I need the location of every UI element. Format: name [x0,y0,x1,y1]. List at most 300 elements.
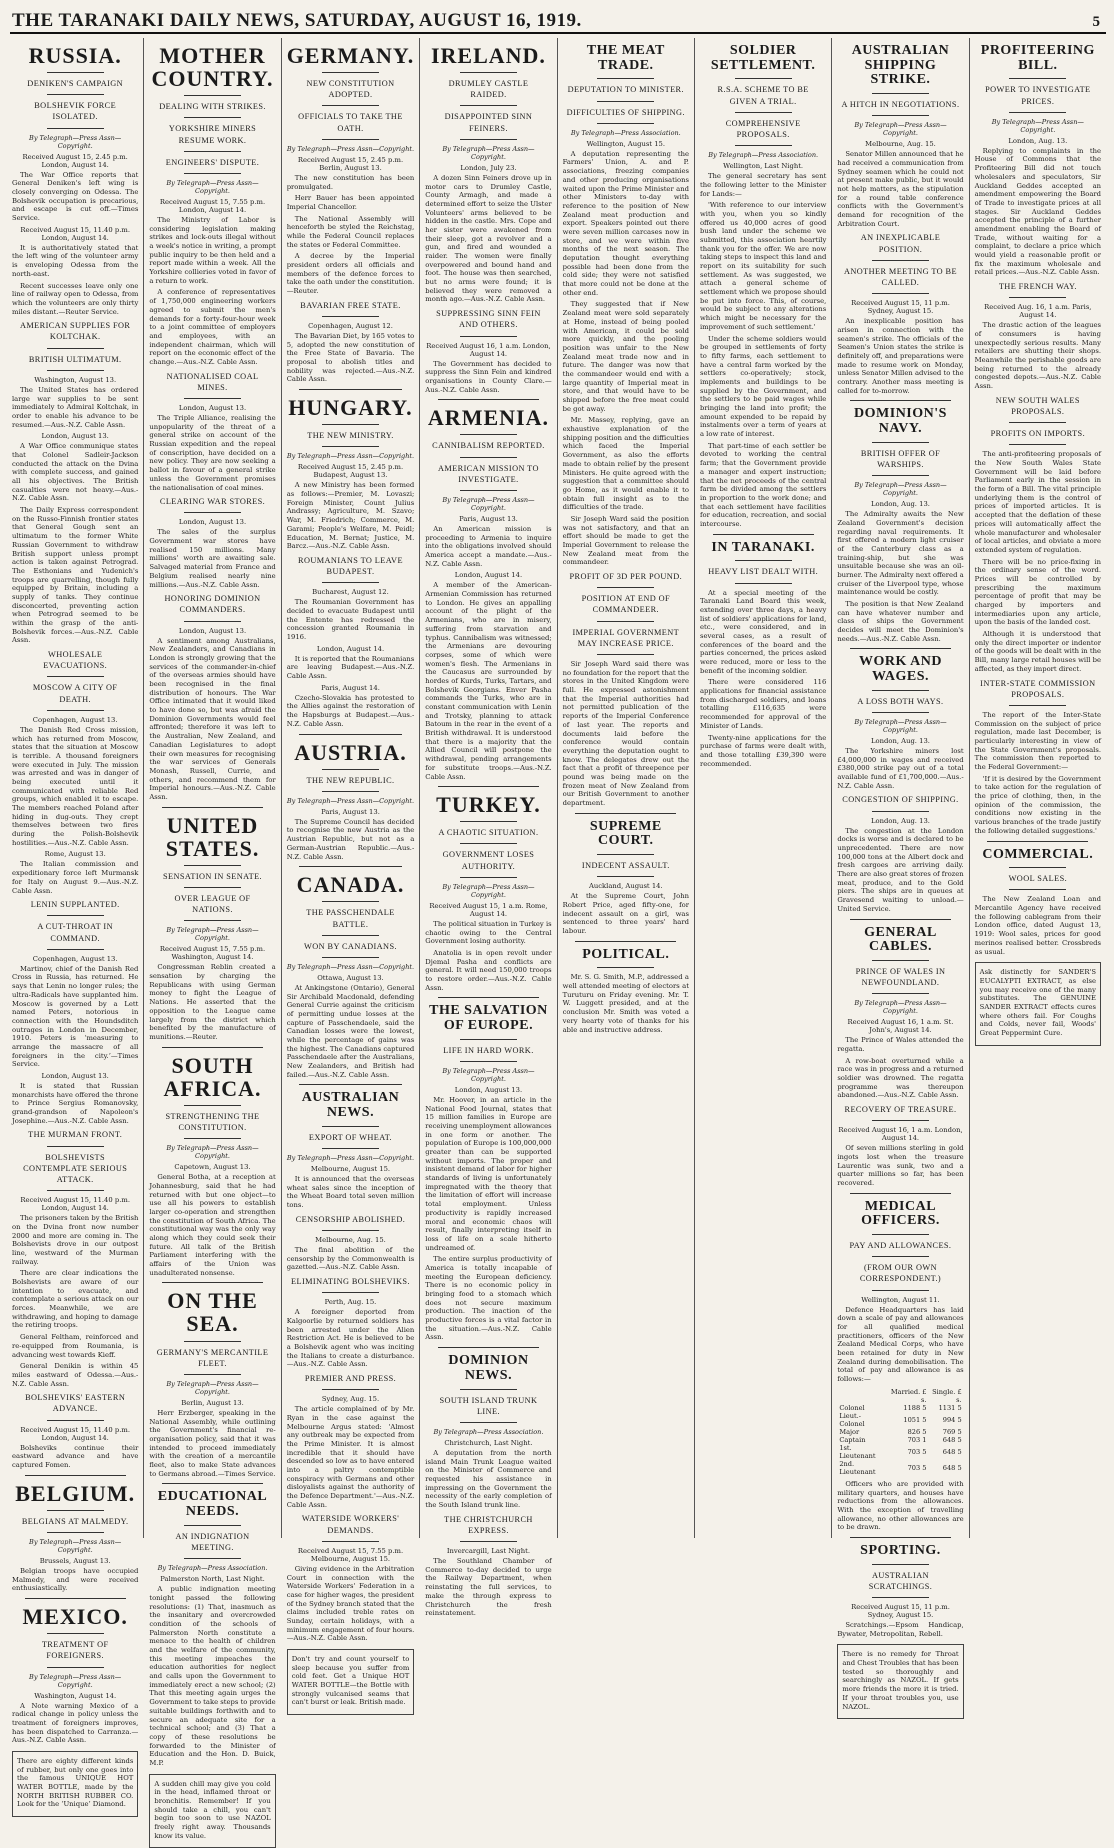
section-heading: PROFITEERING BILL. [980,43,1095,73]
pay-table-cell: 2nd. Lieutenant [839,1459,876,1476]
dateline: London, August 14. [316,644,385,653]
section-heading: RUSSIA. [28,43,122,68]
dateline: Washington, August 13. [34,375,117,384]
heading-rule [597,854,654,855]
subheading: ELIMINATING BOLSHEVIKS. [291,1277,410,1286]
section-heading: DOMINION'S NAVY. [854,406,947,437]
byline: By Telegraph—Press Assn—Copyright. [286,796,415,805]
subheading: THE NEW REPUBLIC. [306,775,395,785]
article-paragraph: Bolsheviks continue their eastward advance and have captured Fomen. [12,1443,139,1470]
dateline: London, Aug. 13. [871,500,930,509]
pay-table-header [837,1388,963,1404]
subheading: BAVARIAN FREE STATE. [300,300,401,310]
heading-rule [322,72,379,73]
subheading-rule [460,843,517,844]
byline: By Telegraph—Press Assn—Copyright. [286,1154,415,1162]
heading-rule [872,442,929,443]
article-paragraph: Although it is understood that only the direct importer or indentor of the goods will be dealt with in the Bill, many large retail houses will be affected, as they import direct. [974,630,1101,673]
section-rule [438,786,539,787]
dateline: London, August 13. [454,1085,523,1094]
byline: By Telegraph—Press Association. [708,151,819,160]
heading-rule [322,1126,379,1127]
subheading-rule [872,1597,929,1598]
section-rule [850,1193,951,1194]
subheading-rule [322,1148,379,1149]
article-paragraph: Czecho-Slovakia has protested to the Allies against the restoration of the Hapsburgs at Budapest.—Aus.-N.Z. Cable Assn. [286,693,415,728]
heading-rule [184,865,241,866]
section-heading: POLITICAL. [582,946,670,962]
article-paragraph: It is announced that the overseas wheat sales since the inception of the Wheat Board total seven million tons. [286,1175,415,1210]
dateline: London, August 13. [41,1072,109,1081]
heading-rule [460,1039,517,1040]
section-heading: EDUCATIONAL NEEDS. [157,1489,268,1520]
subheading: IMPERIAL GOVERNMENT MAY INCREASE PRICE. [572,627,680,648]
byline: By Telegraph—Press Assn—Copyright. [29,133,122,150]
heading-rule [322,901,379,902]
dateline: Perth, Aug. 15. [324,1298,377,1307]
subheading: AMERICAN MISSION TO INVESTIGATE. [438,463,539,484]
subheading-rule [184,1558,241,1559]
masthead [10,10,1106,34]
column-3 [281,38,420,1707]
heading-rule [597,78,654,79]
article-paragraph: Mr. Hoover, in an article in the National Food Journal, states that 15 million families in Europe are receiving unemployment allowances in one form or another. The population of Europe is 100,000,000 greater than can be supported without imports. The proper and insistent demand of labor for higher standards of living is unfortunately impregnated with the theory that the limitation of effort will increase total employment. Unless productivity is rapidly increased moral and economic chaos will result, finally interpreting itself in loss of life on a scale hitherto undreamed of. [425,1095,552,1252]
section-rule [162,1483,263,1484]
heading-rule [322,424,379,425]
byline: By Telegraph—Press Association. [157,1564,268,1573]
section-heading: COMMERCIAL. [982,846,1094,862]
article-paragraph: Twenty-nine applications for the purchase of farms were dealt with, and those totalling £39,390 were recommended. [699,733,827,768]
subheading-rule [47,1667,104,1668]
article-paragraph: The drastic action of the leagues of consumers is having unexpectedly serious results. Many retailers are shutting their shops. Meanwhile the perishable goods are being returned to the already congested depots.—Aus.-N.Z. Cable Assn. [974,321,1101,391]
pay-table-cell: 1188 5 [903,1403,927,1412]
subheading-rule [597,654,654,655]
subheading-rule [872,293,929,294]
subheading: AN INDIGNATION MEETING. [175,1531,250,1552]
subheading-rule [460,1061,517,1062]
article-paragraph: The anti-profiteering proposals of the New South Wales State Government will be laid before Parliament early in the session in the form of a Bill. The vital principle underlying them is the control of prices of imported articles. It is accepted that the deflation of these prices will automatically affect the whole manufacturer and wholesaler of local articles, and obviate a more extended system of regulation. [974,450,1101,554]
subheading: STRENGTHENING THE CONSTITUTION. [165,1111,260,1132]
subheading: POSITION AT END OF COMMANDEER. [581,594,670,615]
byline: By Telegraph—Press Assn—Copyright. [166,1144,259,1161]
pay-table-cell: 769 5 [942,1427,962,1436]
dateline: London, Aug. 13. [871,737,930,745]
subheading-rule [460,1541,517,1542]
dateline: Rome, August 13. [44,850,106,859]
subheading: WON BY CANADIANS. [304,941,397,951]
article-paragraph: A deputation from the north island Main Trunk League waited on the Minister of Commerce and requested his assistance in impressing on the Government the necessity of the early completion of the South Island trunk line. [425,1448,552,1510]
pay-table-cell: 1051 5 [903,1415,927,1424]
dateline: Brussels, August 13. [39,1557,111,1565]
subheading: TREATMENT OF FOREIGNERS. [41,1640,109,1661]
pay-table-row [837,1436,963,1444]
dateline: Auckland, August 14. [588,882,663,891]
subheading: OFFICIALS TO TAKE THE OATH. [298,112,403,133]
dateline: London, August 14. [454,571,523,580]
heading-rule [47,1510,104,1511]
subheading: INTER-STATE COMMISSION PROPOSALS. [980,678,1096,699]
subheading-rule [322,139,379,140]
pay-table-cell: 703 5 [907,1447,927,1456]
advertisement [975,962,1101,1046]
article-paragraph: The Yorkshire miners lost £4,000,000 in wages and received £380,000 strike pay out of a total available fund of £1,700,000.—Aus.-N.Z. Cable Assn. [837,747,964,790]
subheading-rule [47,915,104,916]
subheading-rule [872,993,929,994]
article-paragraph: The Roumanian Government has decided to evacuate Budapest until the Entente has redressed the concession granted Roumania in 1916. [286,598,415,641]
subheading: GOVERNMENT LOSES AUTHORITY. [442,850,535,871]
subheading-rule [1009,444,1066,445]
subheading: YORKSHIRE MINERS RESUME WORK. [168,124,257,145]
subheading-rule [872,1256,929,1257]
section-heading: BELGIUM. [15,1480,136,1506]
section-rule [987,841,1088,842]
section-heading: TURKEY. [436,792,541,818]
advertisement [149,1774,275,1848]
section-heading: DOMINION NEWS. [448,1353,529,1383]
section-heading: IRELAND. [430,43,546,68]
advertisement-text: A sudden chill may give you cold in the head, inflamed throat or bronchitis. Remember! If you should take a chill, you can't begin too soon to use NAZOL freely right away. Thousands know its value. [154,1779,271,1840]
heading-rule [184,1525,241,1526]
article-paragraph: A deputation representing the Farmers' Union, A. and P. associations, freezing companies and other producing organisations waited upon the Prime Minister and other Ministers to-day with reference to the position of New Zealand meat production and export. Speakers pointed out there were seven million carcases now in store, and we were within five months of the next season. The deputation thought everything possible had been done from the cold side; they were not satisfied that more could not be done at the other end. [562,149,689,297]
subheading: NEW SOUTH WALES PROPOSALS. [995,395,1080,416]
pay-table-cell: 1st. Lieutenant [839,1443,876,1460]
byline: By Telegraph—Press Assn—Copyright. [854,999,947,1016]
dateline: Received August 15, 2.45 p.m. Berlin, August 13. [297,155,404,172]
byline: By Telegraph—Press Assn—Copyright. [854,481,947,498]
dateline: Melbourne, Aug. 15. [865,140,936,149]
subheading-rule [322,1230,379,1231]
dateline: Invercargill, Last Night. [446,1547,531,1556]
section-heading: SOLDIER SETTLEMENT. [710,43,816,73]
article-paragraph: The Bavarian Diet, by 165 votes to 5, adopted the new constitution of the Free State of Bavaria. The proposal to abolish titles and nobility was rejected.—Aus.-N.Z. Cable Assn. [286,331,415,384]
section-rule [438,399,539,400]
section-heading: SPORTING. [860,1542,941,1558]
section-heading: CANADA. [296,872,405,898]
subheading: BELGIANS AT MALMEDY. [21,1516,129,1526]
subheading-rule [872,712,929,713]
section-heading: MOTHER COUNTRY. [151,43,274,92]
heading-rule [1009,78,1066,79]
article-paragraph: It is authoritatively stated that the left wing of the volunteer army is enveloping Odessa from the north-east. [12,243,139,278]
article-paragraph: The Supreme Council has decided to recognise the new Austria as the Austrian Republic, but not as a German-Austrian Republic.—Aus.-N.Z. Cable Assn. [286,817,415,861]
article-paragraph: Officers who are provided with military quarters, and houses have reductions from the allowances. With the exception of travelling allowance, no other allowances are to be drawn. [837,1479,964,1532]
section-heading: AUSTRALIAN NEWS. [301,1090,400,1121]
article-paragraph: The Italian commission and expeditionary force left Murmansk for Italy on August 9.—Aus.-N.Z. Cable Assn. [12,860,139,895]
article-paragraph: The prisoners taken by the British on the Dvina front now number 2000 and more are coming in. The Bolshevists drove in our outpost line, westward of the Murman railway. [12,1214,139,1266]
column-4 [419,38,556,1618]
article-paragraph: There are clear indications the Bolshevists are aware of our intention to evacuate, and contemplate a serious attack on our forces. Meanwhile, we are withdrawing, and hoping to damage the retiring troops. [12,1269,139,1330]
subheading: DEPUTATION TO MINISTER. [567,85,684,95]
article-paragraph: General Denikin is within 45 miles eastward of Odessa.—Aus.-N.Z. Cable Assn. [12,1362,139,1388]
subheading-rule [322,957,379,958]
dateline: Received Aug. 16, 1 a.m. Paris, August 14. [984,303,1092,320]
section-rule [162,1282,263,1283]
article-paragraph: An American mission is proceeding to Armenia to inquire into the obligations involved should America accept a mandate.—Aus.-N.Z. Cable Assn. [425,524,552,568]
subheading-rule [184,1374,241,1375]
section-rule [438,1347,539,1348]
pay-table-cell: 1131 5 [938,1403,962,1412]
subheading: A CUT-THROAT IN COMMAND. [37,922,113,943]
article-paragraph: The Ministry of Labor is considering legislation making strikes and lock-outs illegal without a week's notice in writing, a prompt public inquiry to be then held and a report made within a week. All the Yorkshire collieries voted in favor of a return to work. [149,215,276,285]
subheading: BOLSHEVISTS CONTEMPLATE SERIOUS ATTACK. [23,1152,128,1185]
pay-table [837,1388,963,1476]
article-paragraph: Giving evidence in the Arbitration Court in connection with the Waterside Workers' Federation in a case for higher wages, the president of the Sydney branch stated that the claims included treble rates on Sunday, certain holidays, with a minimum engagement of four hours.—Aus.-N.Z. Cable Assn. [286,1564,415,1643]
byline: By Telegraph—Press Assn—Copyright. [991,117,1084,134]
heading-rule [460,821,517,822]
column-2 [143,38,280,1840]
pay-table-cell: Major [839,1427,860,1436]
dateline: Copenhagen, August 13. [32,715,118,724]
subheading: HONORING DOMINION COMMANDERS. [164,594,261,615]
dateline: Wellington, August 15. [586,139,666,148]
section-heading: GERMANY. [286,43,415,68]
section-rule [162,1047,263,1048]
subheading-rule [872,115,929,116]
column-5 [557,38,694,1538]
section-heading: THE SALVATION OF EUROPE. [429,1003,548,1034]
subheading-rule [184,117,241,118]
article-paragraph: A dozen Sinn Feiners drove up in motor cars to Drumley Castle, County Armagh, and made a determined effort to seize the Ulster Volunteers' arms believed to be hidden in the castle. Mrs. Cope and her sister were awakened from their sleep, got a revolver and a gun, and fired and wounded a raider. The women were finally overpowered and bound hand and foot. The house was then searched, but no arms were found; it is believed they were removed a month ago.—Aus.-N.Z. Cable Assn. [425,173,552,304]
dateline: Washington, August 14. [34,1691,117,1700]
article-paragraph: Replying to complaints in the House of Commons that the Profiteering Bill did not touch wholesalers and speculators, Sir Auckland Geddes accepted an amendment empowering the Board of Trade to investigate prices at all stages. Sir Auckland Geddes accepted the principle of a further amendment enabling the Board of Trade, without waiting for a complaint, to declare a price which would yield a reasonable profit or fix the maximum wholesale and retail prices.—Aus.-N.Z. Cable Assn. [974,146,1101,277]
article-paragraph: The entire surplus productivity of America is totally incapable of meeting the European deficiency. There is no economic policy in bringing food to a stomach which does not secure maximum production. The inaction of the productive forces is a vital factor in the situation.—Aus.-N.Z. Cable Assn. [425,1255,552,1342]
subheading-rule [322,1541,379,1542]
section-heading: GENERAL CABLES. [864,924,937,955]
dateline: Paris, August 13. [459,514,518,523]
dateline: London, Aug. 13. [1008,136,1068,145]
advertisement [287,1649,415,1715]
subheading: (FROM OUR OWN CORRESPONDENT.) [859,1263,942,1284]
dateline: Christchurch, Last Night. [444,1438,533,1447]
masthead-title: THE TARANAKI DAILY NEWS, SATURDAY, AUGUST 16, 1919. [12,10,582,31]
subheading: SOUTH ISLAND TRUNK LINE. [439,1395,538,1416]
subheading: WHOLESALE EVACUATIONS. [43,650,108,671]
section-rule [850,919,951,920]
subheading: DRUMLEY CASTLE RAIDED. [448,79,529,100]
subheading-rule [872,1290,929,1291]
subheading: BRITISH ULTIMATUM. [28,354,122,364]
article-paragraph: The National Assembly will henceforth be styled the Reichstag, while the Federal Council replaces the states or Federal Committee. [286,214,415,249]
column-7 [831,38,968,1711]
article-paragraph: There were considered 116 applications for financial assistance from discharged soldiers, and loans totalling £116,635 were recommended for approval of the Minister of Lands. [699,678,827,730]
subheading-rule [872,260,929,261]
subheading: CENSORSHIP ABOLISHED. [295,1214,406,1224]
byline: By Telegraph—Press Assn—Copyright. [442,495,535,512]
heading-rule [47,72,104,73]
pay-table-row [837,1428,963,1436]
dateline: Paris, August 14. [321,683,380,692]
article-paragraph: 'With reference to our interview with you, when you so kindly offered us 40,000 acres of good bush land under the scheme we submitted, this association heartily thank you for the offer. We are now taking steps to inspect this land and report on its suitability for such settlement. As was suggested, we attach a general scheme of settlement which we propose should be put into force. This, of course, would be subject to any alterations which might be necessary for the improvement of such settlement.' [699,201,827,331]
article-paragraph: A decree by the Imperial president orders all officials and members of the defence forces to take the oath under the constitution.—Reuter. [286,252,415,296]
subheading-rule [872,475,929,476]
dateline: Palmerston North, Last Night. [160,1575,265,1584]
subheading-rule [735,112,792,113]
subheading-rule [872,1120,929,1121]
article-paragraph: Herr Erzberger, speaking in the National Assembly, while outlining the Government's financial re-organisation policy, said that it was intended to proceed immediately with the creation of a mercantile fleet, also to make State advances to Germans abroad.—Times Service. [149,1408,276,1478]
byline: By Telegraph—Press Assn—Copyright. [286,452,415,461]
subheading-rule [47,348,104,349]
byline: By Telegraph—Press Assn—Copyright. [442,144,535,161]
article-paragraph: 'If it is desired by the Government to take action for the regulation of the price of clothing, then, in the opinion of the commission, the conditions now existing in the various branches of the trade justify the following detailed suggestions.' [974,774,1101,835]
heading-rule [184,1341,241,1342]
subheading-rule [184,621,241,622]
subheading-rule [1009,297,1066,298]
subheading: GERMANY'S MERCANTILE FLEET. [156,1347,269,1368]
subheading: SUPPRESSING SINN FEIN AND OTHERS. [436,309,541,330]
article-paragraph: Defence Headquarters has laid down a scale of pay and allowances for all qualified medical practitioners, officers of the New Zealand Medical Corps, who have been retained for duty in New Zealand during demobilisation. The total of pay and allowance is as follows:— [837,1305,964,1384]
pay-table-cell: 648 5 [942,1447,962,1456]
subheading-rule [1009,422,1066,423]
article-paragraph: The Government has decided to suppress the Sinn Fein and kindred organisations in County Clare.—Aus.-N.Z. Cable Assn. [425,359,552,394]
article-paragraph: The position is that New Zealand can have whatever number and class of ships the Government decides will meet the Dominion's needs.—Aus.-N.Z. Cable Assn. [837,600,964,643]
section-rule [162,807,263,808]
subheading-rule [47,1420,104,1421]
article-paragraph: An inexplicable position has arisen in connection with the seamen's strike. The officials of the Seamen's Union states the strike is definitely off, and preparations were made to resume work on Monday, unless Senator Millen advised to the contrary. Another mass meeting is called for to-morrow. [837,317,964,395]
pay-table-cell: Captain [839,1435,866,1444]
article-paragraph: The Triple Alliance, realising the unpopularity of the threat of a general strike on account of the Russian expedition and the repeal of conscription, have decided on a new policy. They are now seeking a ballot in favour of a general strike unless the Government promises the nationalisation of coal mines. [149,414,276,492]
byline: By Telegraph—Press Assn—Copyright. [166,1379,259,1396]
dateline: Received August 16, 1 a.m. London, August 14. [426,341,551,358]
article-paragraph: A War Office communique states that Colonel Sadleir-Jackson conducted the attack on the Dvina with complete success, and gained all his objectives. The British casualties were not heavy.—Aus.-N.Z. Cable Assn. [12,442,139,503]
subheading: DISAPPOINTED SINN FEINERS. [444,112,533,133]
byline: By Telegraph—Press Assn—Copyright. [286,144,415,153]
advertisement [12,1751,138,1817]
subheading-rule [47,370,104,371]
section-heading: AUSTRIA. [294,739,407,765]
section-rule [25,1475,126,1476]
article-paragraph: Mr. S. G. Smith, M.P., addressed a well attended meeting of electors at Turuturu on Friday evening. Mr. T. W. Luggett presided, and at the conclusion Mr. Smith was voted a very hearty vote of thanks for his able and instructive address. [562,973,689,1034]
subheading: ENGINEERS' DISPUTE. [165,157,260,167]
subheading-rule [322,791,379,792]
article-paragraph: At a special meeting of the Taranaki Land Board this week, extending over three days, a heavy list of soldiers' applications for land, etc., were considered, and in several cases, as a result of conferences of the board and the parties concerned, the prices asked were reduced, more or less to the benefit of the incoming soldier. [699,588,827,675]
dateline: Received August 15, 7.55 p.m. Melbourne, August 15. [297,1546,404,1563]
subheading: HEAVY LIST DEALT WITH. [708,567,819,577]
article-paragraph: The congestion at the London docks is worse and is declared to be unprecedented. There are now 100,000 tons at the Albert dock and fresh cargoes are arriving daily. There are also great stores of frozen meat, produce, and to the Gold piers. The ships are in queues at Gravesend waiting to unload.—United Service. [837,826,964,913]
subheading: THE NEW MINISTRY. [307,431,394,441]
dateline: Bucharest, August 12. [312,588,389,597]
pay-table-cell: 703 5 [907,1463,927,1472]
pay-table-cell: Colonel [839,1403,865,1412]
dateline: Ottawa, August 13. [317,973,384,982]
section-rule [25,1598,126,1599]
byline: By Telegraph—Press Assn—Copyright. [286,962,415,971]
section-heading: ARMENIA. [427,405,549,431]
subheading-rule [1009,112,1066,113]
column-8 [969,38,1106,1538]
heading-rule [597,967,654,968]
subheading-rule [184,398,241,399]
subheading-rule [47,676,104,677]
heading-rule [460,434,517,435]
subheading-rule [322,316,379,317]
subheading: LIFE IN HARD WORK. [443,1045,534,1055]
pay-table-row [837,1460,963,1476]
article-paragraph: The general secretary has sent the following letter to the Minister for Lands:— [699,172,827,198]
pay-table-row [837,1444,963,1460]
subheading-rule [460,139,517,140]
subheading-rule [460,877,517,878]
section-rule [575,813,676,814]
advertisement-text: Ask distinctly for SANDER'S EUCALYPTI EXTRACT, as else you may receive one of the many substitutes. The GENUINE SANDER EXTRACT effects cures where others fail. For Coughs and Colds, never fail, Woods' Great Peppermint Cure. [979,968,1096,1037]
heading-rule [460,72,517,73]
article-paragraph: A member of the American-Armenian Commission has returned to London. He gives an appalling account of the plight of the Armenians, who are in misery, suffering from starvation and typhus. Cannibalism was witnessed; the Armenians are devouring corpses, some of which were women's flesh. The Armenians in the Caucasus are surrounded by hordes of Kurds, Turks, Tartars, and Bolshevik Georgians. Enver Pasha commands the Turks, who are in constant communication with Lenin and Trotsky, planning to attack Batoum in the rear in the event of a British withdrawal. It is understood that there is a majority that the Allied Council will postpone the withdrawal, pending arrangements for substitute troops.—Aus.-N.Z. Cable Assn. [425,581,552,781]
heading-rule [322,769,379,770]
pay-table-cell: Lieut.-Colonel [839,1411,865,1428]
dateline: Capetown, August 13. [174,1163,251,1172]
article-paragraph: The report of the Inter-State Commission on the subject of price regulation, made last December, is particularly interesting in view of the State Government's proposals. The commission then reported to the Federal Government:— [974,710,1101,771]
article-paragraph: The final abolition of the censorship by the Commonwealth is gazetted.—Aus.-N.Z. Cable Assn. [286,1245,415,1272]
subheading: AN INEXPLICABLE POSITION. [860,233,941,254]
article-paragraph: Mr. Massey, replying, gave an exhaustive explanation of the shipping position and the difficulties which faced the Imperial Government, as also the efforts made to obtain relief by the present Ministers. He quite agreed with the suggestion that a committee should go Home, as it would enable it to obtain full insight as to the difficulties of the trade. [562,416,689,512]
dateline: Received August 15, 11.40 p.m. London, August 14. [20,1425,130,1442]
subheading: INDECENT ASSAULT. [581,861,670,871]
pay-table-cell: 994 5 [942,1415,962,1424]
dateline: Received August 15, 1 a.m. Rome, August 14. [429,901,548,918]
subheading-rule [47,94,104,95]
byline: By Telegraph—Press Assn—Copyright. [854,718,947,734]
section-heading: UNITED STATES. [165,812,260,861]
subheading-rule [597,123,654,124]
subheading: PAY AND ALLOWANCES. [849,1241,952,1251]
heading-rule [460,1389,517,1390]
dateline: Wellington, August 11. [861,1295,940,1304]
subheading: BOLSHEVIKS' EASTERN ADVANCE. [25,1393,126,1414]
subheading: CONGESTION OF SHIPPING. [842,795,959,805]
subheading-rule [460,105,517,106]
byline: By Telegraph—Press Assn—Copyright. [29,1672,122,1689]
advertisement [837,1644,963,1719]
subheading-rule [460,457,517,458]
subheading: ANOTHER MEETING TO BE CALLED. [844,266,957,287]
article-paragraph: Recent successes leave only one line of railway open to Odessa, from which the volunteers are only thirty miles distant.—Reuter Service. [12,281,139,316]
article-paragraph: It is stated that Russian monarchists have offered the throne to Prince Sergius Romanovsky, grand-grandson of Napoleon's Josephine.—Aus.-N.Z. Cable Assn. [12,1082,139,1125]
article-paragraph: Congressman Reblin created a sensation by charging the Republicans with using German money to fight the League of Nations. He asserted that the opposition to the League came largely from the district which benefited by the manufacture of munitions.—Reuter. [149,963,276,1041]
dateline: London, August 13. [178,518,247,527]
section-heading: WORK AND WAGES. [859,654,942,685]
subheading: AMERICAN SUPPLIES FOR KOLTCHAK. [20,321,131,342]
heading-rule [872,690,929,691]
subheading: PREMIER AND PRESS. [304,1374,397,1383]
subheading: DEALING WITH STRIKES. [159,102,266,112]
article-paragraph: A row-boat overturned while a race was in progress and a returned soldier was drowned. The regatta programme was thereupon abandoned.—Aus.-N.Z. Cable Assn. [837,1056,964,1100]
subheading: NEW CONSTITUTION ADOPTED. [306,79,395,100]
section-rule [850,648,951,649]
article-paragraph: Anatolia is in open revolt under Djemal Pasha and conflicts are general. It will need 150,000 troops to restore order.—Aus.-N.Z. Cable Assn. [425,948,552,992]
subheading: A CHAOTIC SITUATION. [438,828,539,838]
article-paragraph: The War Office reports that General Deniken's left wing is closely converging on Odessa. The Bolshevik occupation is precarious, and escape is cut off.—Times Service. [12,170,139,223]
subheading-rule [460,490,517,491]
subheading-rule [322,105,379,106]
subheading-rule [184,920,241,921]
subheading: OVER LEAGUE OF NATIONS. [174,894,251,915]
byline: By Telegraph—Press Assn—Copyright. [29,1538,122,1554]
article-paragraph: The New Zealand Loan and Mercantile Agency have received the following cablegram from their London office, dated August 13, 1919: Wool sales, prices for good merinos realised better. Crossbreds as usual. [974,895,1101,956]
section-rule [438,997,539,998]
heading-rule [872,93,929,94]
dateline: Received August 15, 7.55 p.m. London, August 14. [159,197,266,214]
article-paragraph: Under the scheme soldiers would be grouped in settlements of forty to fifty farms, each settlement to have a central farm worked by the settlers co-operatively; stock, implements and buildings to be supplied by the Government, and the settlers to be paid wages while bringing the land into profit; the amount expended to be repaid by instalments over a term of years at a low rate of interest. [699,334,827,439]
article-paragraph: A Note warning Mexico of a radical change in policy unless the treatment of foreigners improves, has been dispatched to Carranza.—Aus.-N.Z. Cable Assn. [12,1701,139,1745]
heading-rule [735,560,792,561]
subheading-rule [597,876,654,877]
pay-table-header-cell [837,1388,887,1404]
article-paragraph: Scratchings.—Epsom Handicap, Bywater, Metropolitan, Rebell. [837,1621,964,1638]
dateline: Wellington, Last Night. [723,162,804,171]
subheading: BOLSHEVIK FORCE ISOLATED. [34,101,117,122]
section-rule [575,941,676,942]
article-paragraph: The new constitution has been promulgated. [286,173,415,191]
subheading-rule [184,151,241,152]
